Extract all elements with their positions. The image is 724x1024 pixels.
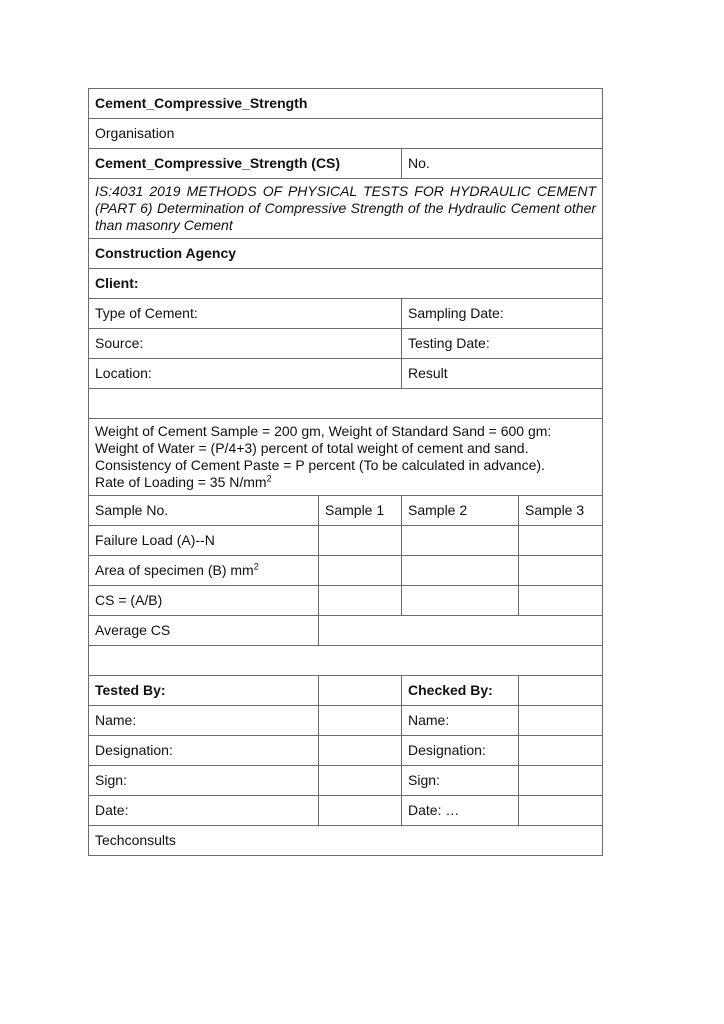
conditions-line-1: Weight of Cement Sample = 200 gm, Weight of Standard Sand = 600 gm: [95, 423, 552, 439]
header-sample-1: Sample 1 [319, 496, 402, 526]
checked-designation-value[interactable] [519, 736, 603, 766]
failure-load-sample-1[interactable] [319, 526, 402, 556]
average-cs-value[interactable] [319, 616, 603, 646]
checked-date-label: Date: … [402, 796, 519, 826]
signoff-row [89, 736, 603, 766]
checked-name-value[interactable] [519, 706, 603, 736]
tested-designation-value[interactable] [319, 736, 402, 766]
tested-name-value[interactable] [319, 706, 402, 736]
signoff-row [89, 796, 603, 826]
construction-agency-label: Construction Agency [89, 239, 603, 269]
conditions-line-2: Weight of Water = (P/4+3) percent of total weight of cement and sand. [95, 440, 529, 456]
checked-by-label: Checked By: [402, 676, 519, 706]
cement-test-form [88, 88, 603, 856]
source-label: Source: [89, 329, 402, 359]
header-sample-3: Sample 3 [519, 496, 603, 526]
form-title: Cement_Compressive_Strength [89, 89, 603, 119]
area-sample-3[interactable] [519, 556, 603, 586]
tested-by-value[interactable] [319, 676, 402, 706]
cs-sample-3[interactable] [519, 586, 603, 616]
signoff-row [89, 766, 603, 796]
client-label: Client: [89, 269, 603, 299]
cs-sample-2[interactable] [402, 586, 519, 616]
table-row [89, 556, 603, 586]
standard-reference: IS:4031 2019 METHODS OF PHYSICAL TESTS FOR HYDRAULIC CEMENT (PART 6) Determination of Compressive Strength of the Hydraulic Cement other than masonry Cement [89, 179, 603, 239]
blank-row [89, 389, 603, 419]
no-label: No. [402, 149, 603, 179]
tested-sign-value[interactable] [319, 766, 402, 796]
checked-by-value[interactable] [519, 676, 603, 706]
testing-date-label: Testing Date: [402, 329, 603, 359]
rate-of-loading-text: Rate of Loading = 35 N/mm [95, 474, 267, 490]
checked-date-value[interactable] [519, 796, 603, 826]
test-conditions [89, 419, 603, 496]
failure-load-label: Failure Load (A)--N [89, 526, 319, 556]
tested-date-label: Date: [89, 796, 319, 826]
average-cs-label: Average CS [89, 616, 319, 646]
area-label-sup: 2 [253, 561, 259, 572]
signoff-row [89, 706, 603, 736]
location-label: Location: [89, 359, 402, 389]
table-row [89, 586, 603, 616]
cs-label: CS = (A/B) [89, 586, 319, 616]
area-label [89, 556, 319, 586]
header-sample-no: Sample No. [89, 496, 319, 526]
area-sample-1[interactable] [319, 556, 402, 586]
conditions-line-3: Consistency of Cement Paste = P percent (To be calculated in advance). [95, 457, 545, 473]
checked-name-label: Name: [402, 706, 519, 736]
result-label: Result [402, 359, 603, 389]
table-row [89, 616, 603, 646]
cs-sample-1[interactable] [319, 586, 402, 616]
checked-sign-label: Sign: [402, 766, 519, 796]
signoff-row [89, 676, 603, 706]
blank-row [89, 646, 603, 676]
tested-designation-label: Designation: [89, 736, 319, 766]
tested-sign-label: Sign: [89, 766, 319, 796]
rate-of-loading-sup: 2 [266, 473, 272, 484]
tested-date-value[interactable] [319, 796, 402, 826]
conditions-line-4 [95, 474, 596, 491]
area-sample-2[interactable] [402, 556, 519, 586]
checked-sign-value[interactable] [519, 766, 603, 796]
sampling-date-label: Sampling Date: [402, 299, 603, 329]
samples-header-row [89, 496, 603, 526]
checked-designation-label: Designation: [402, 736, 519, 766]
type-of-cement-label: Type of Cement: [89, 299, 402, 329]
header-sample-2: Sample 2 [402, 496, 519, 526]
tested-by-label: Tested By: [89, 676, 319, 706]
failure-load-sample-2[interactable] [402, 526, 519, 556]
tested-name-label: Name: [89, 706, 319, 736]
footer-company: Techconsults [89, 826, 603, 856]
table-row [89, 526, 603, 556]
cs-title: Cement_Compressive_Strength (CS) [89, 149, 402, 179]
area-label-text: Area of specimen (B) mm [95, 562, 254, 578]
failure-load-sample-3[interactable] [519, 526, 603, 556]
organisation-label: Organisation [89, 119, 603, 149]
